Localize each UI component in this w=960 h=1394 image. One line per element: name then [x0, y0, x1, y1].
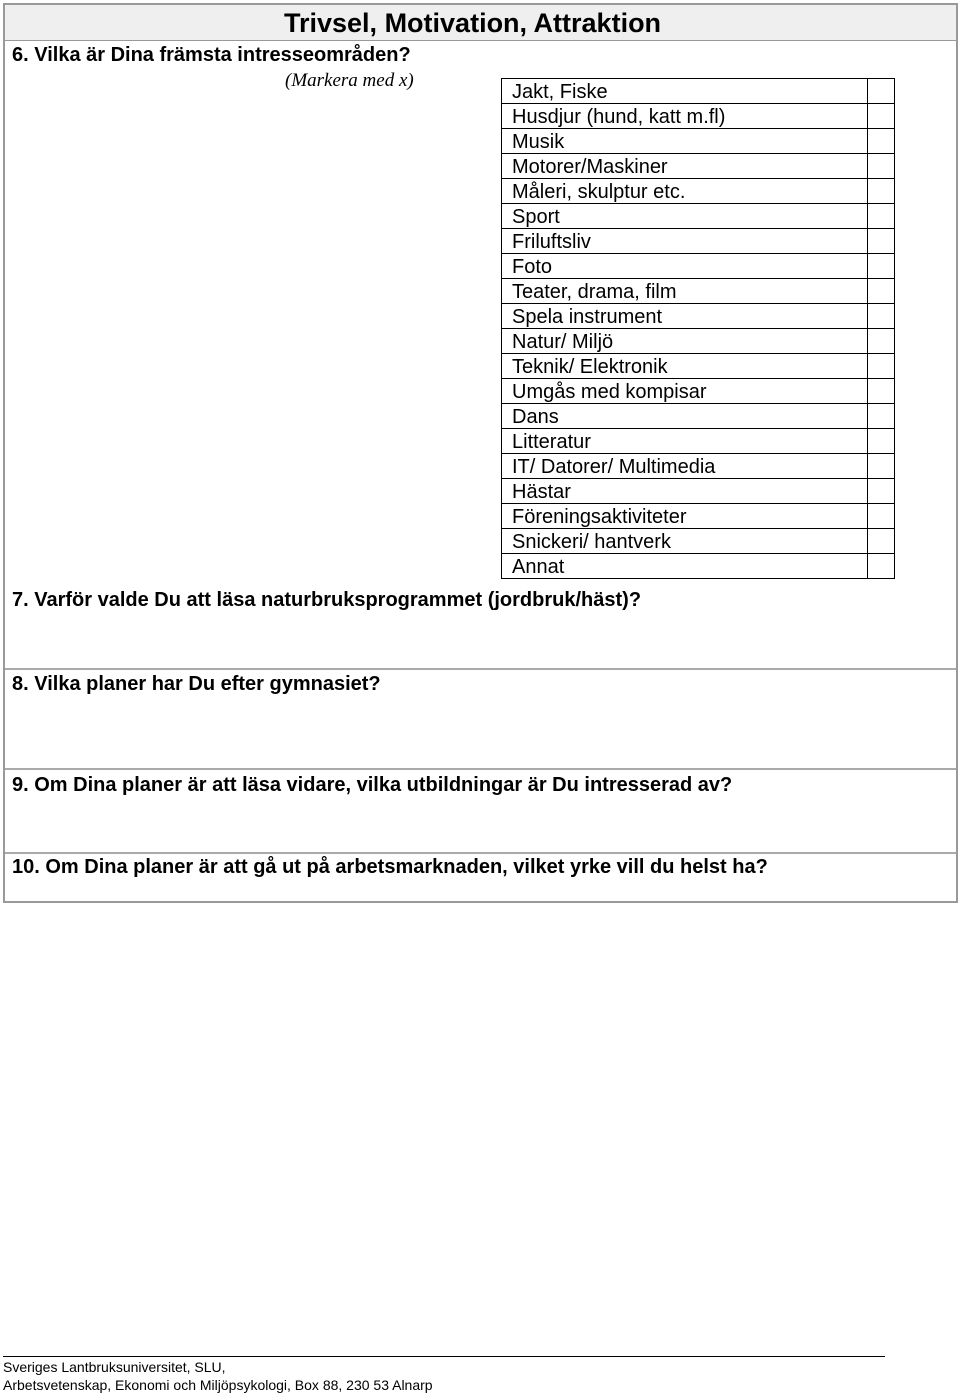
footer-line-1: Sveriges Lantbruksuniversitet, SLU, — [3, 1359, 226, 1375]
interest-row — [502, 79, 895, 104]
questionnaire-form — [3, 3, 958, 903]
divider — [5, 852, 956, 854]
section-title: Trivsel, Motivation, Attraktion — [5, 5, 956, 41]
interest-checkbox[interactable] — [868, 279, 895, 304]
interest-label: Snickeri/ hantverk — [502, 529, 868, 554]
interest-row — [502, 454, 895, 479]
interest-row — [502, 304, 895, 329]
question-9: 9. Om Dina planer är att läsa vidare, vilka utbildningar är Du intresserad av? — [12, 774, 733, 796]
interest-row — [502, 154, 895, 179]
interest-label: Musik — [502, 129, 868, 154]
interest-checkbox[interactable] — [868, 354, 895, 379]
interest-label: Husdjur (hund, katt m.fl) — [502, 104, 868, 129]
interest-label: Umgås med kompisar — [502, 379, 868, 404]
interest-label: Motorer/Maskiner — [502, 154, 868, 179]
interest-label: Annat — [502, 554, 868, 579]
interest-row — [502, 179, 895, 204]
interest-checkbox[interactable] — [868, 229, 895, 254]
interest-checkbox[interactable] — [868, 379, 895, 404]
interest-checkbox[interactable] — [868, 429, 895, 454]
interest-label: Sport — [502, 204, 868, 229]
interest-row — [502, 429, 895, 454]
interest-label: IT/ Datorer/ Multimedia — [502, 454, 868, 479]
interest-label: Hästar — [502, 479, 868, 504]
interests-table — [501, 78, 895, 579]
interest-row — [502, 254, 895, 279]
question-10: 10. Om Dina planer är att gå ut på arbetsmarknaden, vilket yrke vill du helst ha? — [12, 856, 768, 878]
interest-checkbox[interactable] — [868, 129, 895, 154]
interest-row — [502, 129, 895, 154]
interest-checkbox[interactable] — [868, 254, 895, 279]
interest-row — [502, 229, 895, 254]
interest-checkbox[interactable] — [868, 479, 895, 504]
interest-checkbox[interactable] — [868, 104, 895, 129]
footer-divider — [3, 1356, 885, 1357]
interest-checkbox[interactable] — [868, 329, 895, 354]
divider — [5, 768, 956, 770]
interest-label: Foto — [502, 254, 868, 279]
interest-label: Måleri, skulptur etc. — [502, 179, 868, 204]
interest-checkbox[interactable] — [868, 179, 895, 204]
interest-row — [502, 329, 895, 354]
interest-row — [502, 104, 895, 129]
interest-checkbox[interactable] — [868, 504, 895, 529]
interest-label: Föreningsaktiviteter — [502, 504, 868, 529]
question-7: 7. Varför valde Du att läsa naturbruksprogrammet (jordbruk/häst)? — [12, 589, 642, 611]
interest-row — [502, 404, 895, 429]
divider — [5, 668, 956, 670]
interest-row — [502, 529, 895, 554]
question-8: 8. Vilka planer har Du efter gymnasiet? — [12, 673, 381, 695]
interest-label: Dans — [502, 404, 868, 429]
interest-row — [502, 354, 895, 379]
interest-checkbox[interactable] — [868, 454, 895, 479]
interest-checkbox[interactable] — [868, 529, 895, 554]
interest-label: Friluftsliv — [502, 229, 868, 254]
interest-checkbox[interactable] — [868, 304, 895, 329]
interest-label: Teater, drama, film — [502, 279, 868, 304]
interest-checkbox[interactable] — [868, 404, 895, 429]
question-6-hint: (Markera med x) — [285, 70, 414, 91]
interest-label: Natur/ Miljö — [502, 329, 868, 354]
interest-label: Spela instrument — [502, 304, 868, 329]
interest-row — [502, 554, 895, 579]
interest-row — [502, 379, 895, 404]
interest-checkbox[interactable] — [868, 554, 895, 579]
interest-label: Teknik/ Elektronik — [502, 354, 868, 379]
interest-row — [502, 204, 895, 229]
footer-line-2: Arbetsvetenskap, Ekonomi och Miljöpsykologi, Box 88, 230 53 Alnarp — [3, 1377, 433, 1393]
interest-checkbox[interactable] — [868, 79, 895, 104]
interest-row — [502, 504, 895, 529]
interest-checkbox[interactable] — [868, 154, 895, 179]
question-6: 6. Vilka är Dina främsta intresseområden? — [12, 44, 411, 66]
interest-row — [502, 479, 895, 504]
interest-label: Jakt, Fiske — [502, 79, 868, 104]
interest-checkbox[interactable] — [868, 204, 895, 229]
interest-label: Litteratur — [502, 429, 868, 454]
interest-row — [502, 279, 895, 304]
